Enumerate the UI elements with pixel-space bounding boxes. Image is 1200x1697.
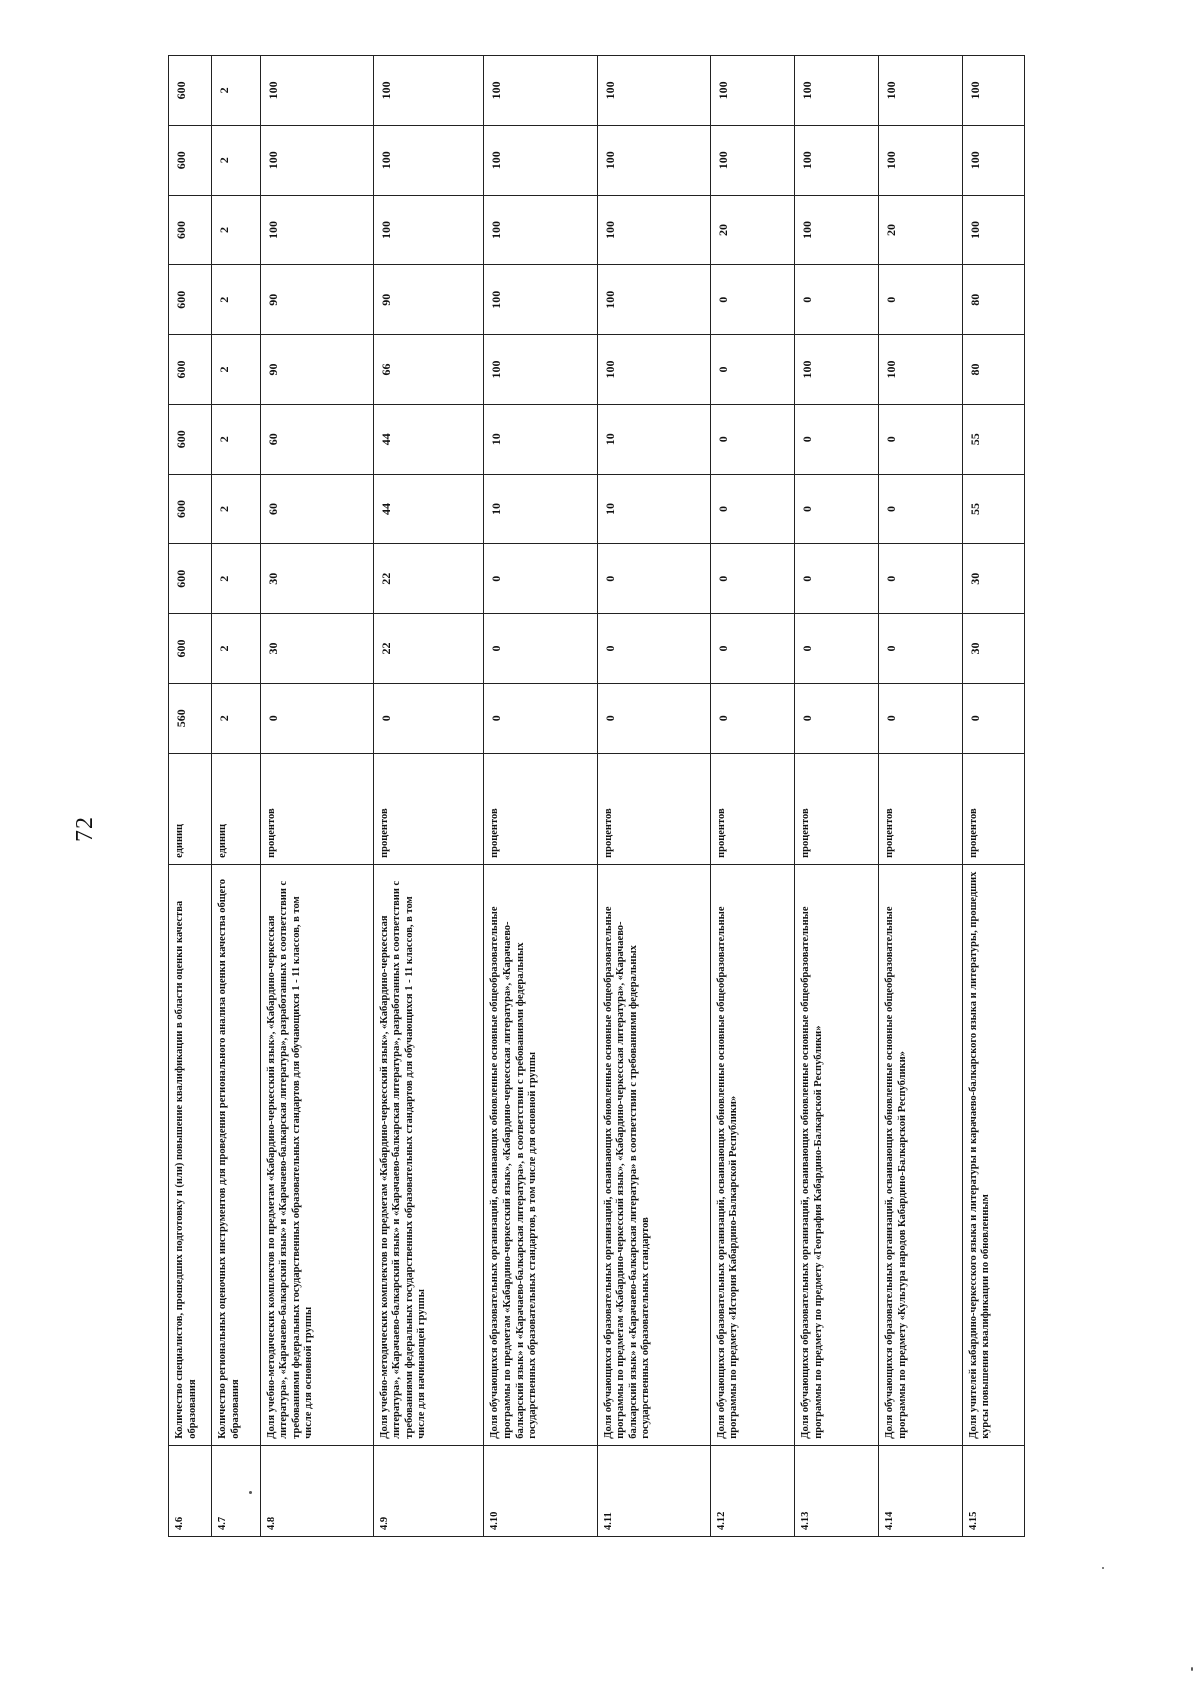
unit-cell: процентов <box>484 753 597 864</box>
row-number: 4.12 <box>710 1445 795 1536</box>
table-row <box>211 56 260 1537</box>
value-cell: 100 <box>710 125 795 195</box>
value-cell: 22 <box>373 614 484 684</box>
scan-speck <box>1191 1667 1193 1671</box>
unit-cell: процентов <box>260 753 373 864</box>
value-cell: 0 <box>795 404 879 474</box>
table-row <box>260 56 373 1537</box>
unit-cell: процентов <box>962 753 1024 864</box>
unit-cell: процентов <box>373 753 484 864</box>
row-number: 4.13 <box>795 1445 879 1536</box>
unit-cell: процентов <box>795 753 879 864</box>
unit-cell: процентов <box>710 753 795 864</box>
value-cell: 0 <box>879 544 963 614</box>
value-cell: 30 <box>260 614 373 684</box>
indicator-name: Количество специалистов, прошедших подготовку и (или) повышение квалификации в области оценки качества образования <box>169 864 212 1445</box>
table-row <box>962 56 1024 1537</box>
value-cell: 100 <box>373 195 484 265</box>
value-cell: 100 <box>260 56 373 126</box>
indicator-name: Доля учебно-методических комплектов по предметам «Кабардино-черкесский язык», «Кабардино-черкесская литература», «Карачаево-балкарский язык» и «Карачаево-балкарская литература», разработанных в соответствии с требованиями федеральных государственных образовательных стандартов для обучающихся 1 - 11 классов, в том числе для начинающей группы <box>373 864 484 1445</box>
table-frame <box>168 55 1025 1537</box>
value-cell: 100 <box>962 125 1024 195</box>
value-cell: 2 <box>211 56 260 126</box>
value-cell: 100 <box>795 195 879 265</box>
value-cell: 0 <box>795 265 879 335</box>
value-cell: 10 <box>484 474 597 544</box>
value-cell: 90 <box>260 335 373 405</box>
value-cell: 0 <box>484 614 597 684</box>
indicator-name: Доля обучающихся образовательных организаций, осваивающих обновленные основные общеобразовательные программы по предмету «История Кабардино-Балкарской Республики» <box>710 864 795 1445</box>
value-cell: 0 <box>710 614 795 684</box>
row-number: 4.7 <box>211 1445 260 1536</box>
value-cell: 2 <box>211 474 260 544</box>
table-row <box>484 56 597 1537</box>
indicator-name: Доля обучающихся образовательных организаций, осваивающих обновленные основные общеобразовательные программы по предметам «Кабардино-черкесский язык», «Кабардино-черкесская литература», «Карачаево-балкарский язык» и «Карачаево-балкарская литература» в соответствии с требованиями федеральных государственных образовательных стандартов <box>597 864 710 1445</box>
value-cell: 600 <box>169 125 212 195</box>
value-cell: 600 <box>169 474 212 544</box>
value-cell: 100 <box>879 56 963 126</box>
value-cell: 0 <box>795 683 879 753</box>
value-cell: 0 <box>710 404 795 474</box>
value-cell: 100 <box>795 125 879 195</box>
value-cell: 100 <box>597 125 710 195</box>
value-cell: 30 <box>962 614 1024 684</box>
value-cell: 10 <box>484 404 597 474</box>
value-cell: 80 <box>962 335 1024 405</box>
row-number: 4.11 <box>597 1445 710 1536</box>
table-row <box>373 56 484 1537</box>
value-cell: 0 <box>710 265 795 335</box>
value-cell: 22 <box>373 544 484 614</box>
value-cell: 2 <box>211 265 260 335</box>
value-cell: 2 <box>211 335 260 405</box>
value-cell: 0 <box>373 683 484 753</box>
value-cell: 30 <box>260 544 373 614</box>
value-cell: 100 <box>484 125 597 195</box>
value-cell: 0 <box>879 404 963 474</box>
indicator-name: Доля учебно-методических комплектов по предметам «Кабардино-черкесский язык», «Кабардино-черкесская литература», «Карачаево-балкарский язык» и «Карачаево-балкарская литература», разработанных в соответствии с требованиями федеральных государственных образовательных стандартов для обучающихся 1 - 11 классов, в том числе для основной группы <box>260 864 373 1445</box>
table-row <box>879 56 963 1537</box>
indicator-name: Количество региональных оценочных инструментов для проведения регионального анализа оценки качества общего образования <box>211 864 260 1445</box>
row-number: 4.15 <box>962 1445 1024 1536</box>
value-cell: 100 <box>373 125 484 195</box>
value-cell: 0 <box>597 683 710 753</box>
row-number: 4.14 <box>879 1445 963 1536</box>
value-cell: 10 <box>597 404 710 474</box>
value-cell: 20 <box>710 195 795 265</box>
value-cell: 2 <box>211 404 260 474</box>
value-cell: 66 <box>373 335 484 405</box>
value-cell: 10 <box>597 474 710 544</box>
unit-cell: единиц <box>169 753 212 864</box>
value-cell: 100 <box>795 56 879 126</box>
value-cell: 0 <box>484 683 597 753</box>
value-cell: 0 <box>710 474 795 544</box>
table-row <box>597 56 710 1537</box>
value-cell: 0 <box>795 544 879 614</box>
value-cell: 100 <box>710 56 795 126</box>
indicator-name: Доля учителей кабардино-черкесского языка и литературы и карачаево-балкарского языка и литературы, прошедших курсы повышения квалификации по обновленным <box>962 864 1024 1445</box>
value-cell: 100 <box>484 195 597 265</box>
value-cell: 44 <box>373 474 484 544</box>
value-cell: 0 <box>962 683 1024 753</box>
value-cell: 0 <box>597 544 710 614</box>
value-cell: 100 <box>373 56 484 126</box>
value-cell: 60 <box>260 404 373 474</box>
value-cell: 100 <box>260 125 373 195</box>
indicator-name: Доля обучающихся образовательных организаций, осваивающих обновленные основные общеобразовательные программы по предмету по предмету «География Кабардино-Балкарской Республики» <box>795 864 879 1445</box>
page-number: 72 <box>72 816 98 842</box>
value-cell: 100 <box>484 56 597 126</box>
value-cell: 0 <box>879 683 963 753</box>
value-cell: 0 <box>795 474 879 544</box>
value-cell: 100 <box>879 335 963 405</box>
value-cell: 55 <box>962 404 1024 474</box>
value-cell: 0 <box>484 544 597 614</box>
value-cell: 0 <box>795 614 879 684</box>
value-cell: 560 <box>169 683 212 753</box>
unit-cell: процентов <box>597 753 710 864</box>
value-cell: 100 <box>879 125 963 195</box>
value-cell: 0 <box>597 614 710 684</box>
indicator-table <box>168 55 1025 1537</box>
unit-cell: единиц <box>211 753 260 864</box>
value-cell: 100 <box>260 195 373 265</box>
table-row <box>169 56 212 1537</box>
value-cell: 0 <box>879 474 963 544</box>
value-cell: 60 <box>260 474 373 544</box>
value-cell: 20 <box>879 195 963 265</box>
scan-speck <box>1102 1567 1104 1569</box>
table-body <box>169 56 1025 1537</box>
value-cell: 2 <box>211 195 260 265</box>
value-cell: 100 <box>597 56 710 126</box>
value-cell: 100 <box>597 195 710 265</box>
value-cell: 100 <box>484 265 597 335</box>
value-cell: 600 <box>169 335 212 405</box>
value-cell: 44 <box>373 404 484 474</box>
value-cell: 0 <box>710 335 795 405</box>
value-cell: 600 <box>169 265 212 335</box>
value-cell: 100 <box>484 335 597 405</box>
row-number: 4.10 <box>484 1445 597 1536</box>
value-cell: 100 <box>597 265 710 335</box>
value-cell: 80 <box>962 265 1024 335</box>
row-number: 4.9 <box>373 1445 484 1536</box>
value-cell: 100 <box>795 335 879 405</box>
value-cell: 0 <box>710 544 795 614</box>
value-cell: 0 <box>879 614 963 684</box>
table-row <box>795 56 879 1537</box>
value-cell: 2 <box>211 683 260 753</box>
value-cell: 2 <box>211 125 260 195</box>
value-cell: 600 <box>169 404 212 474</box>
value-cell: 55 <box>962 474 1024 544</box>
row-number: 4.6 <box>169 1445 212 1536</box>
value-cell: 0 <box>879 265 963 335</box>
unit-cell: процентов <box>879 753 963 864</box>
value-cell: 100 <box>597 335 710 405</box>
value-cell: 2 <box>211 614 260 684</box>
row-number: 4.8 <box>260 1445 373 1536</box>
value-cell: 600 <box>169 56 212 126</box>
indicator-name: Доля обучающихся образовательных организаций, осваивающих обновленные основные общеобразовательные программы по предмету «Культура народов Кабардино-Балкарской Республики» <box>879 864 963 1445</box>
value-cell: 100 <box>962 56 1024 126</box>
scan-speck <box>249 1491 252 1494</box>
value-cell: 600 <box>169 195 212 265</box>
indicator-name: Доля обучающихся образовательных организаций, осваивающих обновленные основные общеобразовательные программы по предметам «Кабардино-черкесский язык», «Кабардино-черкесская литература», «Карачаево-балкарский язык» и «Карачаево-балкарская литература», в соответствии с требованиями федеральных государственных образовательных стандартов, в том числе для основной группы <box>484 864 597 1445</box>
value-cell: 100 <box>962 195 1024 265</box>
value-cell: 0 <box>710 683 795 753</box>
value-cell: 90 <box>373 265 484 335</box>
table-row <box>710 56 795 1537</box>
value-cell: 2 <box>211 544 260 614</box>
value-cell: 30 <box>962 544 1024 614</box>
value-cell: 600 <box>169 544 212 614</box>
value-cell: 90 <box>260 265 373 335</box>
value-cell: 600 <box>169 614 212 684</box>
value-cell: 0 <box>260 683 373 753</box>
